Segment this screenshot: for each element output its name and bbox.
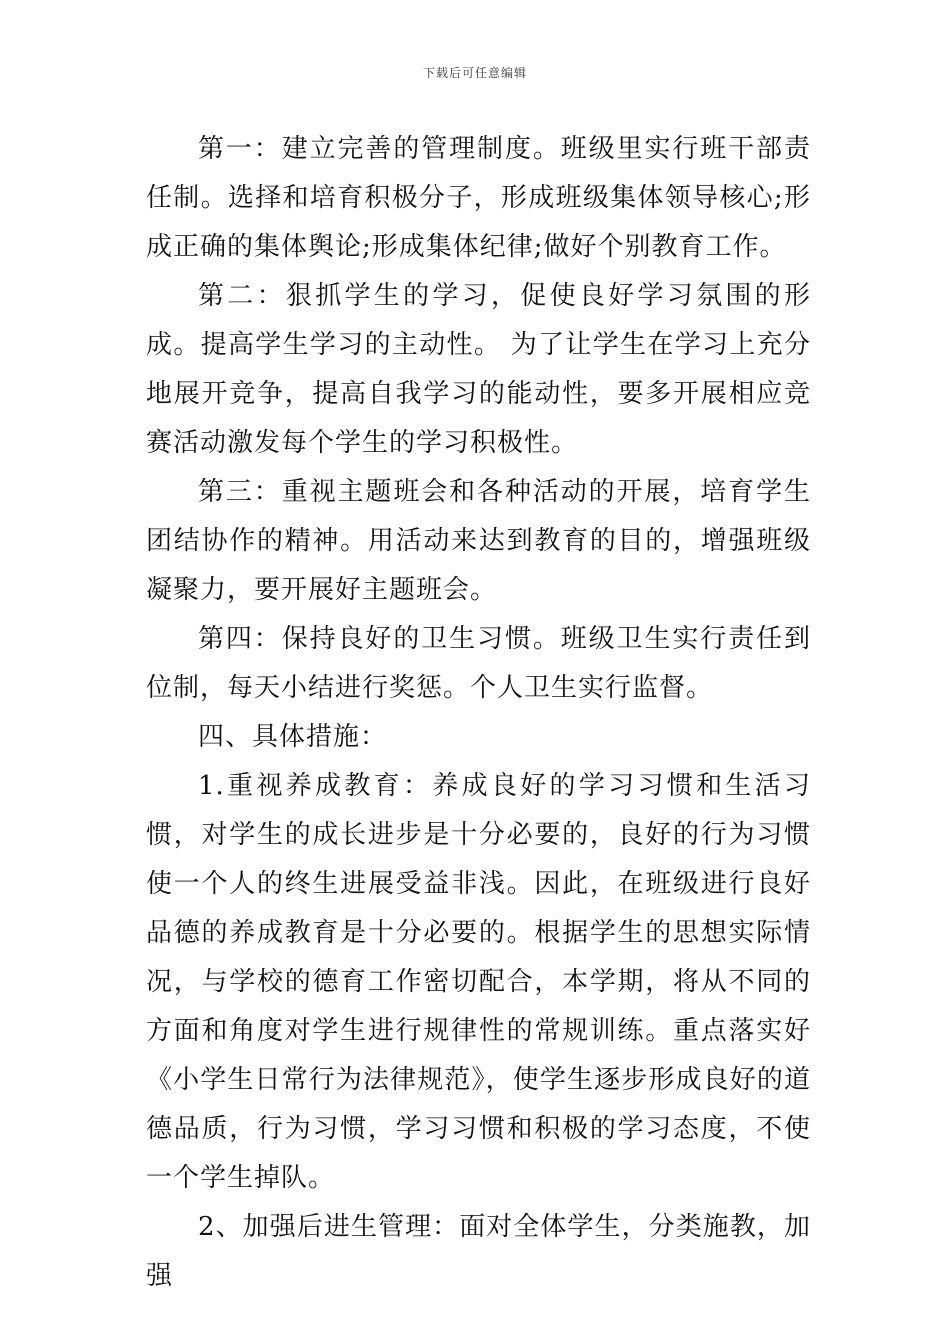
paragraph-first-management-system: 第一：建立完善的管理制度。班级里实行班干部责任制。选择和培育积极分子，形成班级集体领导核心;形成正确的集体舆论;形成集体纪律;做好个别教育工作。 — [146, 134, 811, 262]
paragraph-second-study: 第二：狠抓学生的学习，促使良好学习氛围的形成。提高学生学习的主动性。 为了让学生在学习上充分地展开竞争，提高自我学习的能动性，要多开展相应竞赛活动激发每个学生的学习积极性。 — [146, 281, 811, 458]
section-heading-measures: 四、具体措施： — [198, 722, 388, 752]
paragraph-habit-education: 1.重视养成教育：养成良好的学习习惯和生活习惯，对学生的成长进步是十分必要的，良好的行为习惯使一个人的终生进展受益非浅。因此，在班级进行良好品德的养成教育是十分必要的。根据学生的思想实际情况，与学校的德育工作密切配合，本学期，将从不同的方面和角度对学生进行规律性的常规训练。重点落实好《小学生日常行为法律规范》，使学生逐步形成良好的道德品质，行为习惯，学习习惯和积极的学习态度，不使一个学生掉队。 — [146, 771, 811, 1193]
paragraph-underachiever-management: 2、加强后进生管理：面对全体学生，分类施教，加强 — [146, 1212, 811, 1291]
document-body — [146, 125, 811, 1301]
paragraph-third-class-meetings: 第三：重视主题班会和各种活动的开展，培育学生团结协作的精神。用活动来达到教育的目的，增强班级凝聚力，要开展好主题班会。 — [146, 477, 811, 605]
page-header: 下载后可任意编辑 — [422, 66, 527, 80]
paragraph-fourth-hygiene: 第四：保持良好的卫生习惯。班级卫生实行责任到位制，每天小结进行奖惩。个人卫生实行监督。 — [146, 624, 811, 703]
